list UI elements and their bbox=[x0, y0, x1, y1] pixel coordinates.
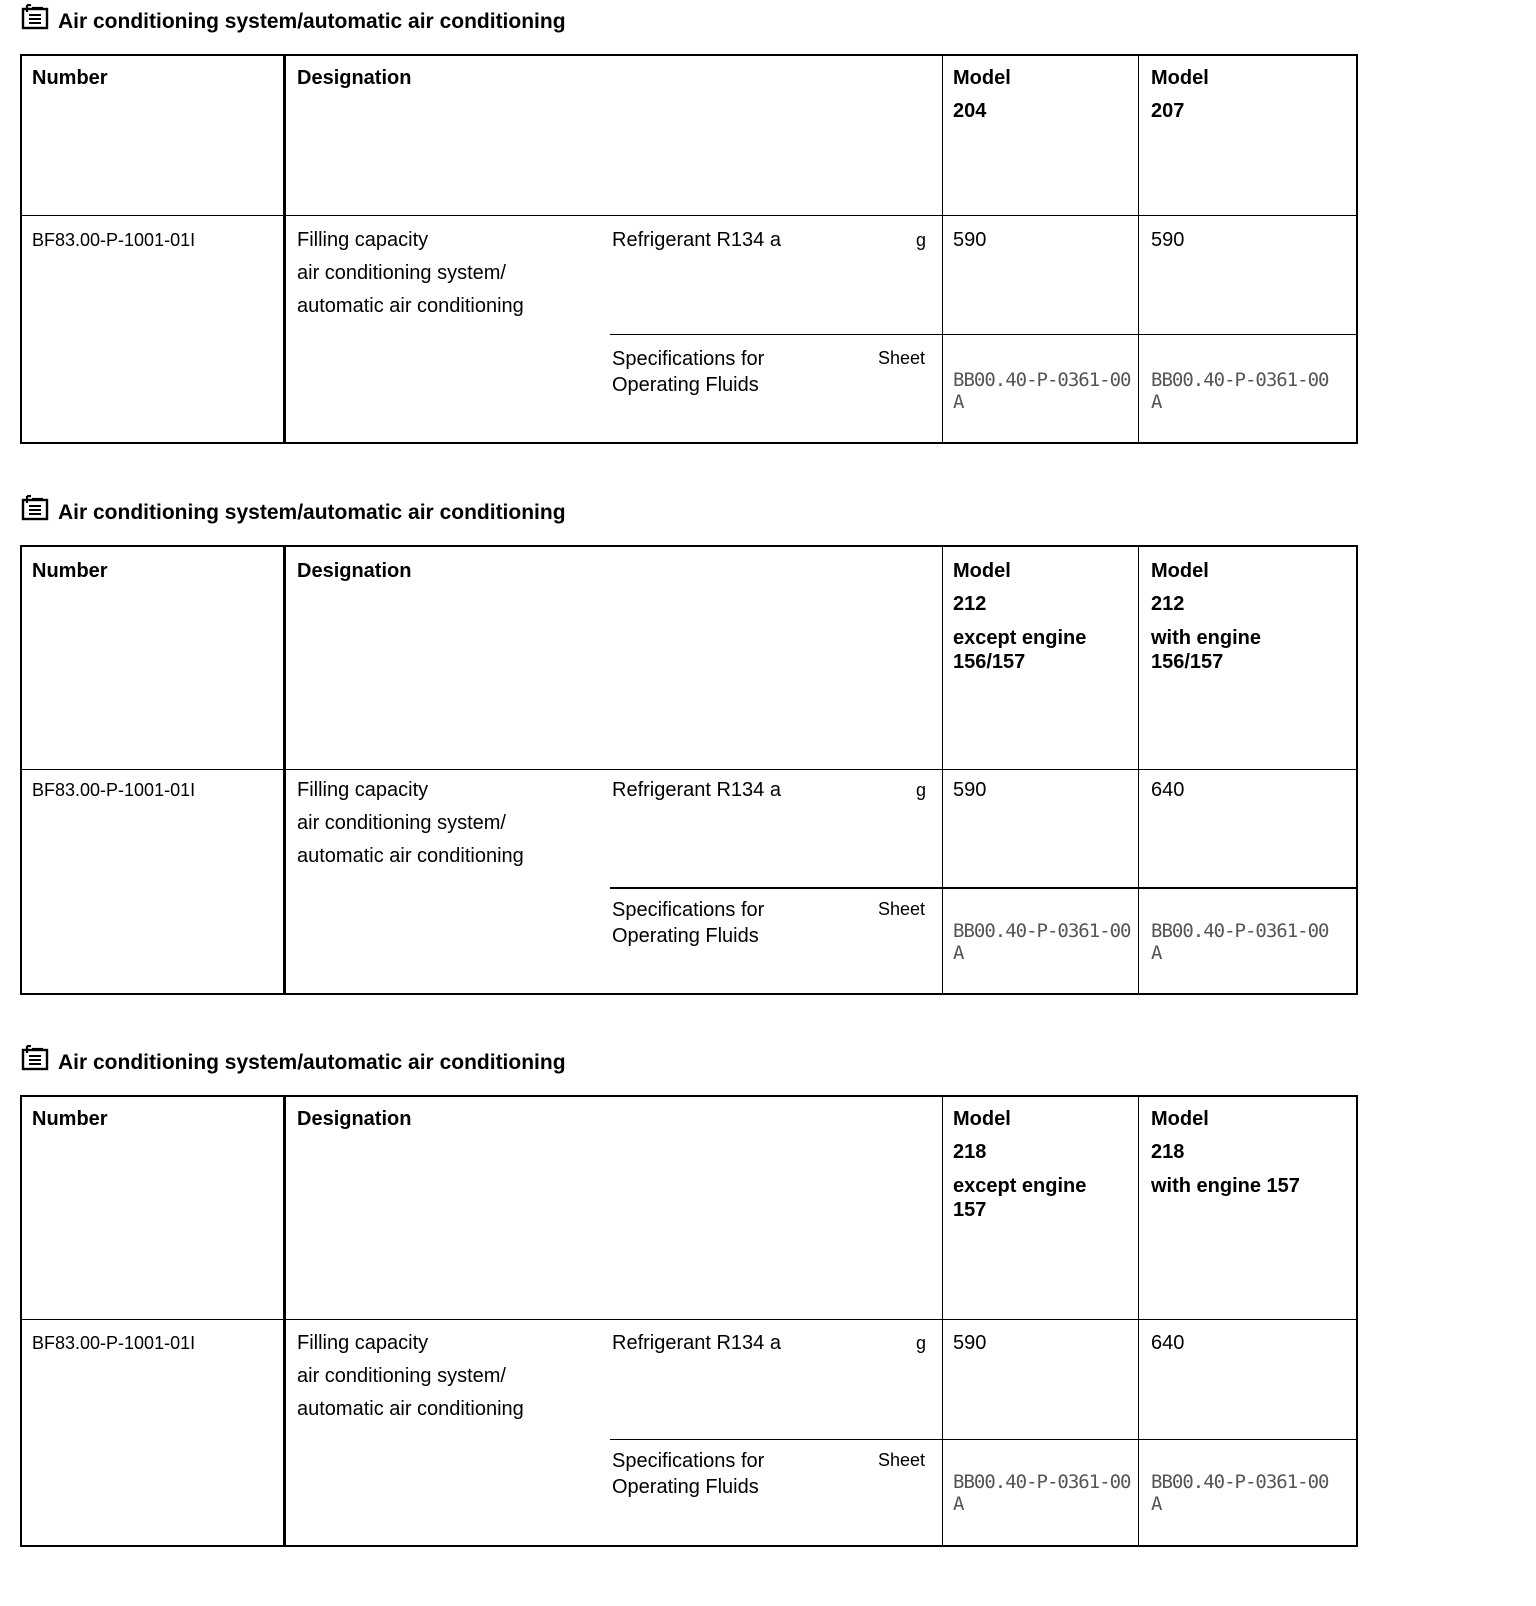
refrigerant-unit: g bbox=[916, 780, 927, 800]
spec-table bbox=[20, 1095, 1358, 1547]
row-designation bbox=[297, 774, 524, 873]
specs-ref-a[interactable] bbox=[953, 369, 1130, 413]
refrigerant-label: Refrigerant R134 a bbox=[612, 229, 781, 251]
ref-line: BB00.40-P-0361-00 bbox=[953, 920, 1131, 942]
designation-line: Filling capacity bbox=[297, 779, 429, 801]
model-variant: except engine bbox=[953, 1175, 1087, 1197]
model-variant: 157 bbox=[953, 1199, 987, 1221]
section-2 bbox=[20, 499, 1358, 964]
ref-line: A bbox=[953, 942, 964, 964]
ref-line: BB00.40-P-0361-00 bbox=[953, 1471, 1131, 1493]
specs-label-line: Specifications for bbox=[612, 1450, 765, 1472]
section-title bbox=[20, 8, 1358, 42]
specs-unit: Sheet bbox=[878, 1450, 926, 1470]
model-variant: 156/157 bbox=[1151, 651, 1224, 673]
refrigerant-value-a: 590 bbox=[953, 779, 987, 801]
section-3 bbox=[20, 1049, 1358, 1515]
specs-ref-a[interactable] bbox=[953, 1471, 1130, 1515]
section-title-text: Air conditioning system/automatic air conditioning bbox=[58, 10, 566, 33]
designation-line: air conditioning system/ bbox=[297, 812, 506, 834]
ref-line: BB00.40-P-0361-00 bbox=[1151, 920, 1329, 942]
refrigerant-unit: g bbox=[916, 1333, 927, 1353]
specs-ref-b[interactable] bbox=[1151, 1471, 1328, 1515]
specs-unit: Sheet bbox=[878, 348, 926, 368]
model-variant: with engine bbox=[1151, 627, 1261, 649]
specs-label-line: Specifications for bbox=[612, 899, 765, 921]
model-variant: 156/157 bbox=[953, 651, 1026, 673]
ref-line: BB00.40-P-0361-00 bbox=[953, 369, 1131, 391]
header-designation: Designation bbox=[297, 1108, 412, 1130]
refrigerant-value-b: 590 bbox=[1151, 229, 1185, 251]
specs-label-line: Operating Fluids bbox=[612, 925, 759, 947]
refrigerant-label: Refrigerant R134 a bbox=[612, 1332, 781, 1354]
header-designation: Designation bbox=[297, 560, 412, 582]
specs-ref-a[interactable] bbox=[953, 920, 1130, 964]
refrigerant-value-a: 590 bbox=[953, 229, 987, 251]
ref-line: A bbox=[1151, 391, 1162, 413]
model-label: Model bbox=[1151, 1108, 1209, 1130]
specs-label-line: Operating Fluids bbox=[612, 1476, 759, 1498]
model-number: 212 bbox=[1151, 593, 1185, 615]
ref-line: A bbox=[953, 391, 964, 413]
document-list-icon bbox=[21, 495, 49, 521]
section-title-text: Air conditioning system/automatic air conditioning bbox=[58, 1051, 566, 1074]
ref-line: A bbox=[1151, 942, 1162, 964]
model-label: Model bbox=[1151, 67, 1209, 89]
designation-line: automatic air conditioning bbox=[297, 295, 524, 317]
ref-line: A bbox=[953, 1493, 964, 1515]
model-number: 212 bbox=[953, 593, 987, 615]
refrigerant-value-b: 640 bbox=[1151, 779, 1185, 801]
header-number: Number bbox=[32, 1108, 108, 1130]
model-number: 218 bbox=[1151, 1141, 1185, 1163]
model-number: 218 bbox=[953, 1141, 987, 1163]
specs-label bbox=[612, 346, 764, 398]
header-number: Number bbox=[32, 560, 108, 582]
section-title bbox=[20, 499, 1358, 533]
designation-line: automatic air conditioning bbox=[297, 1398, 524, 1420]
model-variant: with engine 157 bbox=[1151, 1175, 1300, 1197]
row-designation bbox=[297, 1327, 524, 1426]
specs-label bbox=[612, 897, 764, 949]
specs-label-line: Specifications for bbox=[612, 348, 765, 370]
refrigerant-value-a: 590 bbox=[953, 1332, 987, 1354]
header-number: Number bbox=[32, 67, 108, 89]
header-model-a bbox=[953, 555, 1086, 674]
model-variant: except engine bbox=[953, 627, 1087, 649]
row-number: BF83.00-P-1001-01I bbox=[32, 780, 196, 800]
refrigerant-unit: g bbox=[916, 230, 927, 250]
spec-table bbox=[20, 545, 1358, 995]
header-model-b bbox=[1151, 555, 1261, 674]
ref-line: A bbox=[1151, 1493, 1162, 1515]
header-model-a bbox=[953, 1103, 1086, 1222]
row-number: BF83.00-P-1001-01I bbox=[32, 1333, 196, 1353]
designation-line: air conditioning system/ bbox=[297, 1365, 506, 1387]
designation-line: Filling capacity bbox=[297, 1332, 429, 1354]
document-list-icon bbox=[21, 4, 49, 30]
spec-table bbox=[20, 54, 1358, 444]
specs-label-line: Operating Fluids bbox=[612, 374, 759, 396]
section-title-text: Air conditioning system/automatic air conditioning bbox=[58, 501, 566, 524]
model-number: 207 bbox=[1151, 100, 1185, 122]
model-label: Model bbox=[953, 560, 1011, 582]
header-model-a bbox=[953, 62, 1011, 128]
specs-label bbox=[612, 1448, 764, 1500]
header-model-b bbox=[1151, 62, 1209, 128]
document-list-icon bbox=[21, 1045, 49, 1071]
model-label: Model bbox=[953, 1108, 1011, 1130]
row-number: BF83.00-P-1001-01I bbox=[32, 230, 196, 250]
refrigerant-value-b: 640 bbox=[1151, 1332, 1185, 1354]
header-model-b bbox=[1151, 1103, 1300, 1198]
ref-line: BB00.40-P-0361-00 bbox=[1151, 1471, 1329, 1493]
model-label: Model bbox=[953, 67, 1011, 89]
specs-ref-b[interactable] bbox=[1151, 369, 1328, 413]
designation-line: air conditioning system/ bbox=[297, 262, 506, 284]
model-label: Model bbox=[1151, 560, 1209, 582]
ref-line: BB00.40-P-0361-00 bbox=[1151, 369, 1329, 391]
header-designation: Designation bbox=[297, 67, 412, 89]
designation-line: Filling capacity bbox=[297, 229, 429, 251]
model-number: 204 bbox=[953, 100, 987, 122]
section-title bbox=[20, 1049, 1358, 1083]
designation-line: automatic air conditioning bbox=[297, 845, 524, 867]
section-1 bbox=[20, 8, 1358, 413]
specs-ref-b[interactable] bbox=[1151, 920, 1328, 964]
refrigerant-label: Refrigerant R134 a bbox=[612, 779, 781, 801]
row-designation bbox=[297, 224, 524, 323]
specs-unit: Sheet bbox=[878, 899, 926, 919]
